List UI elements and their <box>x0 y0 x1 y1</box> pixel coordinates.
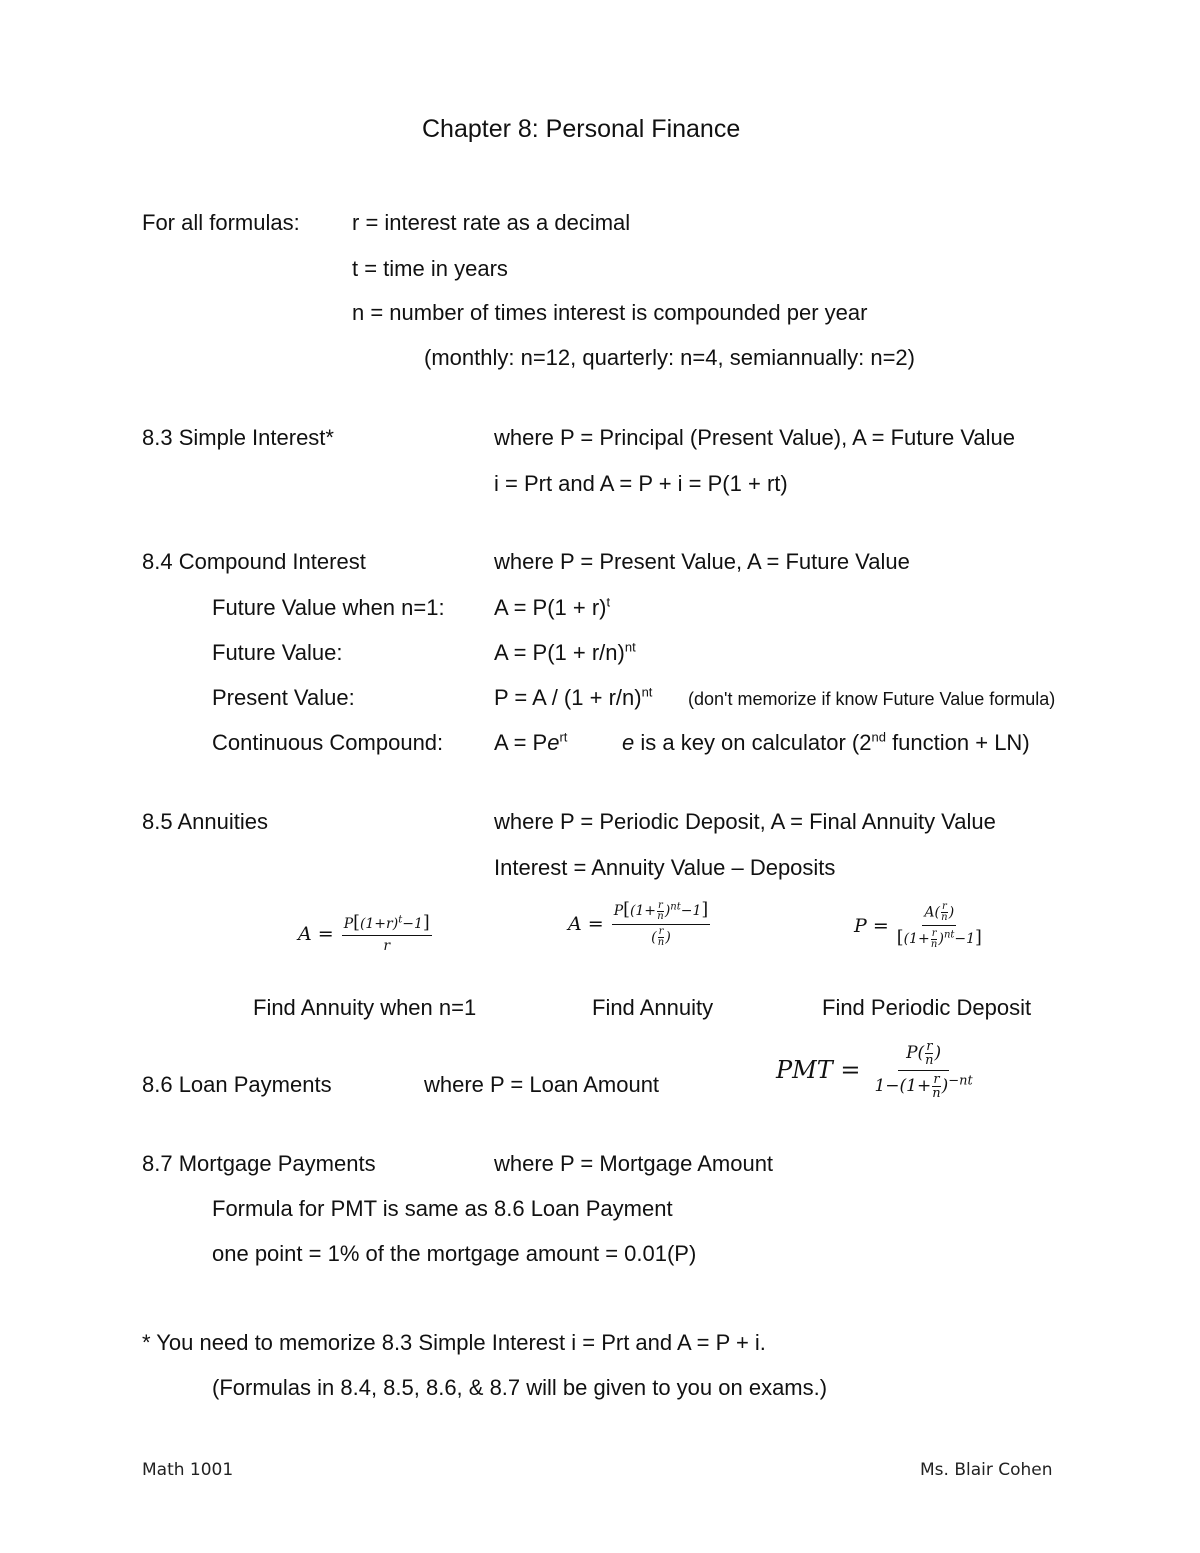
compounding-examples: (monthly: n=12, quarterly: n=4, semiannually: n=2) <box>424 345 915 370</box>
definition-r: r = interest rate as a decimal <box>352 210 631 235</box>
section-8-6-heading: 8.6 Loan Payments <box>142 1072 332 1097</box>
section-8-4-heading: 8.4 Compound Interest <box>142 549 366 574</box>
present-value-label: Present Value: <box>212 685 355 710</box>
loan-payment-formula: PMT = P( $\frac{r}{n}$ ) 1−(1+ $\frac{r}{n}$ )$^{-nt}$ <box>776 1039 973 1101</box>
calculator-note: e is a key on calculator (2nd function + LN) <box>622 729 1030 755</box>
present-value-note: (don't memorize if know Future Value formula) <box>688 689 1056 709</box>
caption-annuity-n1: Find Annuity when n=1 <box>253 995 477 1020</box>
mortgage-point-definition: one point = 1% of the mortgage amount = 0.01(P) <box>212 1241 697 1266</box>
caption-periodic-deposit: Find Periodic Deposit <box>822 995 1032 1020</box>
page-title: Chapter 8: Personal Finance <box>422 115 741 143</box>
section-8-7-where: where P = Mortgage Amount <box>494 1151 774 1176</box>
periodic-deposit-formula: P = A( $\frac{r}{n}$ ) [(1+ $\frac{r}{n}$ )$^{nt}$−1] <box>854 901 982 950</box>
section-8-3-heading: 8.3 Simple Interest* <box>142 425 334 450</box>
definition-t: t = time in years <box>352 256 508 281</box>
mortgage-pmt-note: Formula for PMT is same as 8.6 Loan Payment <box>212 1196 673 1221</box>
section-8-7-heading: 8.7 Mortgage Payments <box>142 1151 376 1176</box>
exam-formulas-note: (Formulas in 8.4, 8.5, 8.6, & 8.7 will be given to you on exams.) <box>212 1375 828 1400</box>
section-8-4-where: where P = Present Value, A = Future Value <box>494 549 910 574</box>
section-8-5-where: where P = Periodic Deposit, A = Final Annuity Value <box>494 809 996 834</box>
definition-n: n = number of times interest is compounded per year <box>352 300 868 325</box>
future-value-formula: $A = P(1 + r/n)^{nt}$ <box>494 639 636 665</box>
caption-annuity: Find Annuity <box>592 995 714 1020</box>
simple-interest-formula: i = Prt and A = P + i = P(1 + rt) <box>494 471 788 496</box>
section-8-6-where: where P = Loan Amount <box>424 1072 660 1097</box>
continuous-compound-label: Continuous Compound: <box>212 730 444 755</box>
section-8-3-where: where P = Principal (Present Value), A = Future Value <box>494 425 1015 450</box>
future-value-n1-label: Future Value when n=1: <box>212 595 445 620</box>
section-8-5-heading: 8.5 Annuities <box>142 809 268 834</box>
for-all-label: For all formulas: <box>142 210 300 235</box>
future-value-label: Future Value: <box>212 640 343 665</box>
present-value-formula: $P = A / (1 + r/n)^{nt}$ <box>494 684 653 710</box>
annuity-formula-n1: A = $\frac{P[(1+r)^t-1]}{r}$ <box>298 913 430 954</box>
future-value-n1-formula: $A = P(1 + r)^t$ <box>494 594 611 620</box>
memorize-note: * You need to memorize 8.3 Simple Interest i = Prt and A = P + i. <box>142 1330 766 1355</box>
annuity-formula: A = P[(1+ $\frac{r}{n}$ )$^{nt}$−1] ( $\frac{r}{n}$ ) <box>568 899 709 948</box>
footer-instructor: Ms. Blair Cohen <box>920 1460 1053 1480</box>
footer-course: Math 1001 <box>142 1460 234 1480</box>
continuous-compound-formula: $A = Pe^{rt}$ <box>494 729 568 755</box>
annuity-interest-line: Interest = Annuity Value – Deposits <box>494 855 836 880</box>
